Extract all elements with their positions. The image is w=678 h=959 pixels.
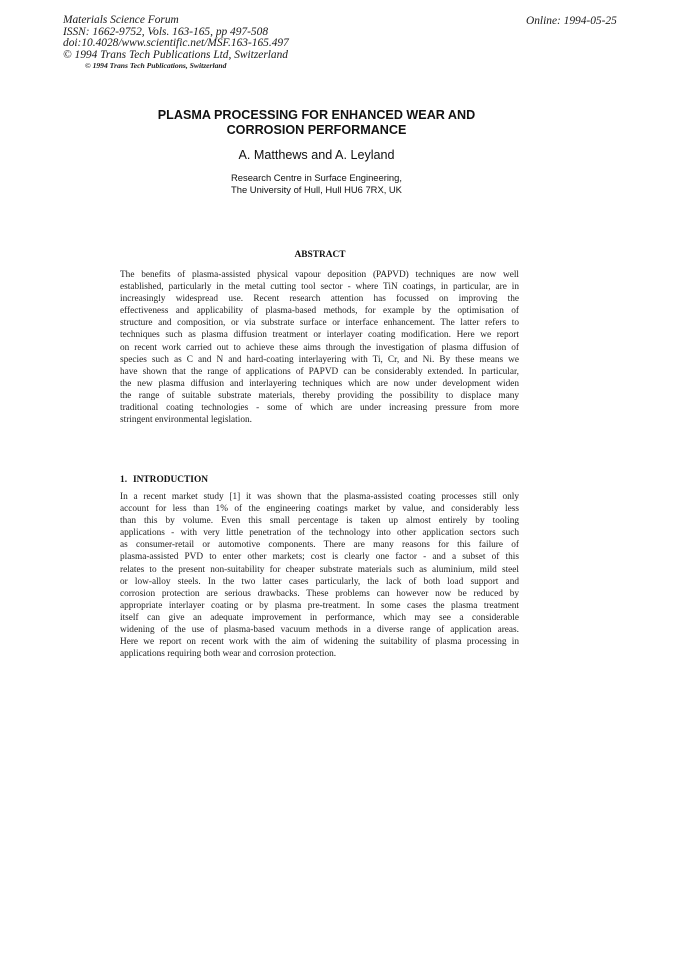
intro-line: relates to the present non-suitability for cheaper substrate materials such as aluminium, mild steel: [120, 564, 519, 575]
intro-line: corrosion protection are serious drawbacks. These problems can however now be reduced by: [120, 588, 519, 599]
abstract-line: structure and composition, or via substrate surface or interface enhancement. The latter refers to: [120, 318, 519, 329]
intro-line: as consumer-retail or automotive components. There are many reasons for this failure of: [120, 540, 519, 551]
intro-line: In a recent market study [1] it was shown that the plasma-assisted coating processes still only: [120, 492, 519, 502]
abstract-line: traditional coating technologies - some of which are under increasing pressure from more: [120, 403, 519, 414]
intro-line: or low-alloy steels. In the two latter cases particularly, the lack of both load support and: [120, 576, 519, 587]
section-number: 1.: [120, 475, 128, 485]
intro-line: itself can give an adequate improvement in performance, which may see a considerable: [120, 612, 519, 623]
paper-title-line-2: CORROSION PERFORMANCE: [226, 122, 407, 137]
doi-line: doi:10.4028/www.scientific.net/MSF.163-165.497: [63, 37, 289, 50]
journal-name: Materials Science Forum: [63, 14, 179, 26]
abstract-line: on recent work carried out to achieve these aims through the investigation of plasma diffusion of: [120, 342, 519, 353]
abstract-line: stringent environmental legislation.: [120, 415, 252, 426]
online-date: Online: 1994-05-25: [526, 15, 617, 27]
intro-line: plasma-assisted PVD to enter other markets; cost is clearly one factor - and a subset of this: [120, 552, 519, 563]
intro-line: than this by volume. Even this small percentage is taken up almost entirely by tooling: [120, 516, 519, 527]
authors: A. Matthews and A. Leyland: [238, 148, 395, 163]
abstract-line: effectiveness and applicability of plasma-based methods, for example by the optimisation of: [120, 306, 519, 317]
abstract-line: established, particularly in the metal cutting tool sector - where TiN coatings, in particular, are in: [120, 282, 519, 293]
affiliation-line-2: The University of Hull, Hull HU6 7RX, UK: [231, 183, 402, 195]
abstract-heading: ABSTRACT: [294, 250, 346, 260]
introduction-body: [120, 491, 519, 660]
abstract-body: [120, 269, 519, 426]
intro-line: Here we report on recent work with the aim of widening the suitability of plasma processing in: [120, 637, 519, 648]
abstract-line: The benefits of plasma-assisted physical vapour deposition (PAPVD) techniques are now well: [120, 270, 519, 280]
paper-title-line-1: PLASMA PROCESSING FOR ENHANCED WEAR AND: [157, 108, 476, 122]
introduction-heading: [120, 475, 208, 486]
abstract-line: species such as C and N and hard-coating interlayering with Ti, Cr, and Ni. By these means we: [120, 354, 519, 365]
intro-line: widening of the use of plasma-based vacuum methods in a diverse range of application areas.: [120, 625, 519, 636]
abstract-line: the new plasma diffusion and interlayering techniques which are now under development widen: [120, 378, 519, 389]
journal-header: [63, 15, 289, 70]
abstract-line: increasingly widespread use. Recent research attention has focussed on improving the: [120, 294, 519, 305]
abstract-line: the range of suitable substrate materials, thereby providing the possibility to displace many: [120, 390, 519, 401]
affiliation-line-1: Research Centre in Surface Engineering,: [231, 172, 402, 184]
title-block: [120, 108, 513, 195]
section-title: INTRODUCTION: [133, 475, 209, 485]
abstract-line: techniques such as plasma diffusion treatment or interlayer coating modification. Here we report: [120, 330, 519, 341]
intro-line: applications - with very little penetration of the technology into other application sectors such: [120, 528, 519, 539]
intro-line: appropriate interlayer coating or by plasma pre-treatment. In some cases the plasma treatment: [120, 600, 519, 611]
intro-line: account for less than 1% of the engineering coatings market by value, and considerably less: [120, 504, 519, 515]
copyright-line: © 1994 Trans Tech Publications Ltd, Switzerland: [63, 48, 288, 61]
copyright-small-line: © 1994 Trans Tech Publications, Switzerland: [85, 61, 227, 71]
intro-line: applications requiring both wear and corrosion protection.: [120, 649, 337, 660]
abstract-line: have shown that the range of applications of PAPVD can be considerably extended. In particular,: [120, 366, 519, 377]
issn-line: ISSN: 1662-9752, Vols. 163-165, pp 497-508: [63, 25, 269, 38]
